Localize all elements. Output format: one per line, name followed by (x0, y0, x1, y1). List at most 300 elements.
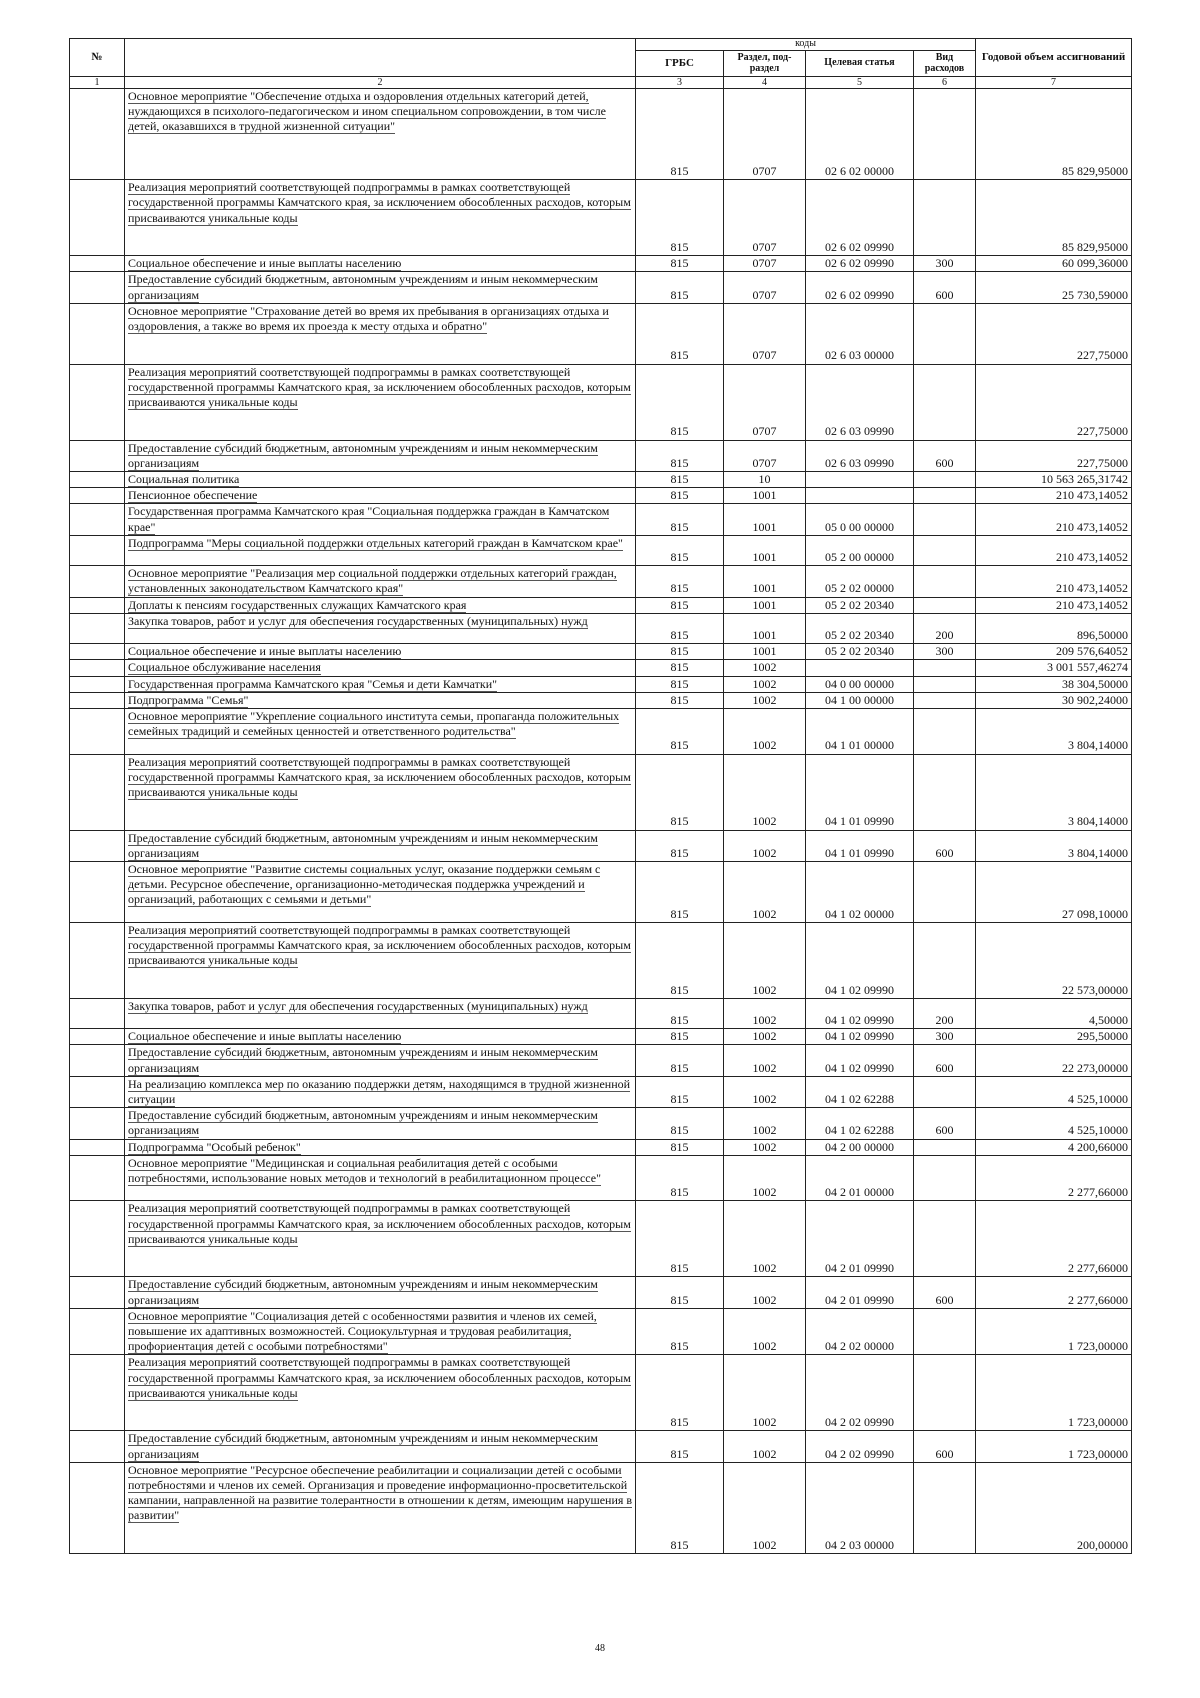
amount-cell: 22 273,00000 (976, 1045, 1132, 1076)
expense-type-cell (914, 692, 976, 708)
item-name-text: Предоставление субсидий бюджетным, автономным учреждениям и иным некоммерческим организациям (128, 830, 598, 860)
target-article-cell: 04 1 00 00000 (806, 692, 914, 708)
section-cell: 1002 (724, 1431, 806, 1462)
item-name-text: Предоставление субсидий бюджетным, автономным учреждениям и иным некоммерческим организациям (128, 440, 598, 470)
grbs-cell: 815 (636, 1431, 724, 1462)
item-name-text: Реализация мероприятий соответствующей подпрограммы в рамках соответствующей государственной программы Камчатского края, за исключением обособленных расходов, которым присваиваются уникальные коды (128, 364, 631, 409)
table-row (70, 440, 1132, 471)
amount-cell: 896,50000 (976, 613, 1132, 643)
target-article-cell: 04 1 02 09990 (806, 1029, 914, 1045)
target-article-cell: 04 1 02 00000 (806, 862, 914, 923)
expense-type-cell (914, 488, 976, 504)
section-cell: 1002 (724, 692, 806, 708)
row-number-cell (70, 272, 125, 303)
row-number-cell (70, 1308, 125, 1355)
table-row (70, 272, 1132, 303)
grbs-cell: 815 (636, 754, 724, 830)
row-number-cell (70, 998, 125, 1028)
amount-cell: 60 099,36000 (976, 256, 1132, 272)
expense-type-cell: 600 (914, 272, 976, 303)
target-article-cell: 05 0 00 00000 (806, 504, 914, 535)
table-row (70, 613, 1132, 643)
amount-cell: 27 098,10000 (976, 862, 1132, 923)
section-cell: 1002 (724, 1139, 806, 1155)
item-name-text: Социальная политика (128, 472, 240, 486)
index-cell: 7 (976, 77, 1132, 89)
amount-cell: 4 525,10000 (976, 1108, 1132, 1139)
target-article-cell: 05 2 02 00000 (806, 566, 914, 597)
expense-type-cell (914, 180, 976, 256)
header-number: № (70, 39, 125, 77)
amount-cell: 1 723,00000 (976, 1431, 1132, 1462)
item-name-cell (125, 1201, 636, 1277)
item-name-cell (125, 1045, 636, 1076)
item-name-text: Доплаты к пенсиям государственных служащих Камчатского края (128, 597, 467, 612)
item-name-cell (125, 1029, 636, 1045)
item-name-cell (125, 364, 636, 440)
row-number-cell (70, 1462, 125, 1553)
item-name-cell (125, 272, 636, 303)
item-name-text: Социальное обеспечение и иные выплаты населению (128, 1029, 402, 1044)
item-name-cell (125, 644, 636, 660)
expense-type-cell: 600 (914, 440, 976, 471)
table-row (70, 1355, 1132, 1431)
row-number-cell (70, 862, 125, 923)
table-row (70, 676, 1132, 692)
target-article-cell: 04 2 00 00000 (806, 1139, 914, 1155)
expense-type-cell: 300 (914, 1029, 976, 1045)
row-number-cell (70, 613, 125, 643)
grbs-cell: 815 (636, 504, 724, 535)
row-number-cell (70, 692, 125, 708)
section-cell: 1002 (724, 998, 806, 1028)
table-row (70, 472, 1132, 488)
target-article-cell: 02 6 02 09990 (806, 256, 914, 272)
expense-type-cell (914, 1139, 976, 1155)
amount-cell: 295,50000 (976, 1029, 1132, 1045)
expense-type-cell (914, 89, 976, 180)
section-cell: 1002 (724, 754, 806, 830)
item-name-cell (125, 1108, 636, 1139)
row-number-cell (70, 472, 125, 488)
table-row (70, 1308, 1132, 1355)
amount-cell: 3 804,14000 (976, 754, 1132, 830)
item-name-cell (125, 660, 636, 676)
item-name-cell (125, 1155, 636, 1201)
item-name-text: Основное мероприятие "Обеспечение отдыха и оздоровления отдельных категорий детей, нуждающихся в психолого-педагогическом и ином специальном сопровождении, в том числе детей, оказавшихся в трудной жизненной ситуации" (128, 89, 606, 134)
grbs-cell: 815 (636, 1076, 724, 1107)
grbs-cell: 815 (636, 660, 724, 676)
page-number: 48 (595, 1643, 605, 1654)
item-name-text: Закупка товаров, работ и услуг для обеспечения государственных (муниципальных) нужд (128, 613, 588, 628)
section-cell: 1001 (724, 535, 806, 565)
item-name-cell (125, 472, 636, 488)
section-cell: 1001 (724, 488, 806, 504)
target-article-cell: 05 2 00 00000 (806, 535, 914, 565)
item-name-cell (125, 1308, 636, 1355)
section-cell: 1002 (724, 1155, 806, 1201)
table-row (70, 1108, 1132, 1139)
table-row (70, 754, 1132, 830)
row-number-cell (70, 1155, 125, 1201)
row-number-cell (70, 922, 125, 998)
item-name-text: Реализация мероприятий соответствующей подпрограммы в рамках соответствующей государственной программы Камчатского края, за исключением обособленных расходов, которым присваиваются уникальные коды (128, 922, 631, 968)
target-article-cell: 04 1 01 09990 (806, 830, 914, 861)
section-cell: 1002 (724, 862, 806, 923)
expense-type-cell (914, 472, 976, 488)
target-article-cell: 04 1 02 09990 (806, 922, 914, 998)
item-name-cell (125, 535, 636, 565)
target-article-cell: 02 6 02 00000 (806, 89, 914, 180)
grbs-cell: 815 (636, 676, 724, 692)
section-cell: 1002 (724, 1462, 806, 1553)
row-number-cell (70, 180, 125, 256)
section-cell: 0707 (724, 364, 806, 440)
section-cell: 1002 (724, 1308, 806, 1355)
section-cell: 1002 (724, 922, 806, 998)
row-number-cell (70, 676, 125, 692)
row-number-cell (70, 709, 125, 755)
expense-type-cell (914, 660, 976, 676)
target-article-cell: 04 2 01 09990 (806, 1201, 914, 1277)
grbs-cell: 815 (636, 998, 724, 1028)
amount-cell: 210 473,14052 (976, 504, 1132, 535)
target-article-cell: 04 1 01 00000 (806, 709, 914, 755)
item-name-text: На реализацию комплекса мер по оказанию поддержки детям, находящимся в трудной жизненной ситуации (128, 1076, 631, 1107)
grbs-cell: 815 (636, 1139, 724, 1155)
header-codes: коды (636, 39, 976, 51)
table-row (70, 1462, 1132, 1553)
item-name-text: Пенсионное обеспечение (128, 488, 258, 503)
index-cell: 5 (806, 77, 914, 89)
expense-type-cell: 300 (914, 644, 976, 660)
item-name-cell (125, 709, 636, 755)
row-number-cell (70, 535, 125, 565)
section-cell: 1002 (724, 1108, 806, 1139)
item-name-text: Закупка товаров, работ и услуг для обеспечения государственных (муниципальных) нужд (128, 998, 588, 1013)
item-name-text: Основное мероприятие "Ресурсное обеспечение реабилитации и социализации детей с особыми потребностями и членов их семей. Организация и проведение информационно-просветительской кампании, направленной на развитие толерантности в отношении к детям, имеющим нарушения в развитии" (128, 1462, 633, 1523)
item-name-cell (125, 1277, 636, 1308)
table-row (70, 566, 1132, 597)
table-row (70, 862, 1132, 923)
section-cell: 0707 (724, 180, 806, 256)
item-name-text: Основное мероприятие "Развитие системы социальных услуг, оказание поддержки семьям с детьми. Ресурсное обеспечение, организационно-методическая поддержка учреждений и организаций, работающих с семьями и детьми" (128, 862, 601, 907)
table-row (70, 644, 1132, 660)
amount-cell: 227,75000 (976, 440, 1132, 471)
grbs-cell: 815 (636, 566, 724, 597)
row-number-cell (70, 1076, 125, 1107)
amount-cell: 227,75000 (976, 303, 1132, 364)
section-cell: 1002 (724, 1029, 806, 1045)
target-article-cell: 04 2 01 00000 (806, 1155, 914, 1201)
target-article-cell: 05 2 02 20340 (806, 644, 914, 660)
target-article-cell: 04 0 00 00000 (806, 676, 914, 692)
amount-cell: 2 277,66000 (976, 1277, 1132, 1308)
amount-cell: 210 473,14052 (976, 488, 1132, 504)
grbs-cell: 815 (636, 597, 724, 613)
grbs-cell: 815 (636, 1108, 724, 1139)
section-cell: 1002 (724, 709, 806, 755)
grbs-cell: 815 (636, 1308, 724, 1355)
item-name-cell (125, 303, 636, 364)
table-row (70, 597, 1132, 613)
target-article-cell: 04 1 02 09990 (806, 1045, 914, 1076)
grbs-cell: 815 (636, 472, 724, 488)
row-number-cell (70, 256, 125, 272)
table-row (70, 180, 1132, 256)
target-article-cell: 04 2 02 00000 (806, 1308, 914, 1355)
table-row (70, 692, 1132, 708)
target-article-cell: 04 2 01 09990 (806, 1277, 914, 1308)
amount-cell: 85 829,95000 (976, 180, 1132, 256)
item-name-cell (125, 692, 636, 708)
row-number-cell (70, 440, 125, 471)
grbs-cell: 815 (636, 488, 724, 504)
table-row (70, 364, 1132, 440)
item-name-text: Основное мероприятие "Укрепление социального института семьи, пропаганда положительных семейных традиций и семейных ценностей и ответственного родительства" (128, 709, 620, 739)
row-number-cell (70, 1108, 125, 1139)
target-article-cell: 02 6 03 00000 (806, 303, 914, 364)
expense-type-cell (914, 1155, 976, 1201)
table-row (70, 1201, 1132, 1277)
expense-type-cell: 200 (914, 998, 976, 1028)
expense-type-cell (914, 303, 976, 364)
header-grbs: ГРБС (636, 51, 724, 77)
target-article-cell: 05 2 02 20340 (806, 597, 914, 613)
row-number-cell (70, 754, 125, 830)
expense-type-cell (914, 1355, 976, 1431)
target-article-cell: 02 6 02 09990 (806, 272, 914, 303)
header-name (125, 39, 636, 77)
index-cell: 6 (914, 77, 976, 89)
expense-type-cell: 600 (914, 1277, 976, 1308)
item-name-cell (125, 566, 636, 597)
expense-type-cell: 600 (914, 830, 976, 861)
amount-cell: 30 902,24000 (976, 692, 1132, 708)
grbs-cell: 815 (636, 862, 724, 923)
expense-type-cell (914, 597, 976, 613)
item-name-text: Предоставление субсидий бюджетным, автономным учреждениям и иным некоммерческим организациям (128, 1277, 598, 1307)
table-row (70, 1029, 1132, 1045)
section-cell: 10 (724, 472, 806, 488)
row-number-cell (70, 364, 125, 440)
target-article-cell: 02 6 03 09990 (806, 364, 914, 440)
amount-cell: 2 277,66000 (976, 1201, 1132, 1277)
section-cell: 1002 (724, 1045, 806, 1076)
index-cell: 1 (70, 77, 125, 89)
target-article-cell: 04 1 01 09990 (806, 754, 914, 830)
section-cell: 1002 (724, 1277, 806, 1308)
grbs-cell: 815 (636, 1462, 724, 1553)
expense-type-cell (914, 1308, 976, 1355)
expense-type-cell (914, 1076, 976, 1107)
target-article-cell: 04 2 03 00000 (806, 1462, 914, 1553)
item-name-cell (125, 89, 636, 180)
expense-type-cell: 600 (914, 1431, 976, 1462)
header-index-row (70, 77, 1132, 89)
item-name-cell (125, 180, 636, 256)
grbs-cell: 815 (636, 1045, 724, 1076)
row-number-cell (70, 644, 125, 660)
row-number-cell (70, 566, 125, 597)
row-number-cell (70, 1355, 125, 1431)
grbs-cell: 815 (636, 440, 724, 471)
grbs-cell: 815 (636, 1155, 724, 1201)
target-article-cell: 02 6 02 09990 (806, 180, 914, 256)
table-row (70, 1076, 1132, 1107)
expense-type-cell (914, 709, 976, 755)
expense-type-cell (914, 1462, 976, 1553)
section-cell: 1002 (724, 830, 806, 861)
amount-cell: 200,00000 (976, 1462, 1132, 1553)
expense-type-cell: 600 (914, 1108, 976, 1139)
table-row (70, 1431, 1132, 1462)
item-name-text: Предоставление субсидий бюджетным, автономным учреждениям и иным некоммерческим организациям (128, 272, 598, 302)
grbs-cell: 815 (636, 922, 724, 998)
expense-type-cell (914, 862, 976, 923)
budget-table (69, 38, 1132, 1554)
amount-cell: 10 563 265,31742 (976, 472, 1132, 488)
table-row (70, 1139, 1132, 1155)
row-number-cell (70, 1431, 125, 1462)
item-name-text: Реализация мероприятий соответствующей подпрограммы в рамках соответствующей государственной программы Камчатского края, за исключением обособленных расходов, которым присваиваются уникальные коды (128, 180, 631, 225)
grbs-cell: 815 (636, 709, 724, 755)
item-name-text: Социальное обеспечение и иные выплаты населению (128, 644, 402, 659)
amount-cell: 4,50000 (976, 998, 1132, 1028)
item-name-cell (125, 862, 636, 923)
amount-cell: 4 200,66000 (976, 1139, 1132, 1155)
amount-cell: 38 304,50000 (976, 676, 1132, 692)
item-name-cell (125, 1462, 636, 1553)
header-amount: Годовой объем ассигнований (976, 39, 1132, 77)
table-row (70, 303, 1132, 364)
item-name-text: Государственная программа Камчатского края "Семья и дети Камчатки" (128, 676, 498, 691)
section-cell: 0707 (724, 303, 806, 364)
target-article-cell: 04 1 02 09990 (806, 998, 914, 1028)
amount-cell: 3 804,14000 (976, 830, 1132, 861)
target-article-cell: 04 2 02 09990 (806, 1431, 914, 1462)
target-article-cell (806, 488, 914, 504)
grbs-cell: 815 (636, 89, 724, 180)
grbs-cell: 815 (636, 1029, 724, 1045)
amount-cell: 22 573,00000 (976, 922, 1132, 998)
index-cell: 2 (125, 77, 636, 89)
table-row (70, 1155, 1132, 1201)
item-name-cell (125, 1076, 636, 1107)
expense-type-cell: 200 (914, 613, 976, 643)
grbs-cell: 815 (636, 180, 724, 256)
grbs-cell: 815 (636, 830, 724, 861)
table-row (70, 504, 1132, 535)
amount-cell: 210 473,14052 (976, 597, 1132, 613)
row-number-cell (70, 597, 125, 613)
item-name-text: Основное мероприятие "Реализация мер социальной поддержки отдельных категорий граждан, установленных законодательством Камчатского края" (128, 566, 617, 596)
expense-type-cell (914, 535, 976, 565)
table-body (70, 89, 1132, 1554)
grbs-cell: 815 (636, 692, 724, 708)
grbs-cell: 815 (636, 1277, 724, 1308)
section-cell: 0707 (724, 256, 806, 272)
header-section: Раздел, под-раздел (724, 51, 806, 77)
target-article-cell (806, 472, 914, 488)
section-cell: 1001 (724, 504, 806, 535)
section-cell: 1002 (724, 676, 806, 692)
target-article-cell: 04 1 02 62288 (806, 1108, 914, 1139)
grbs-cell: 815 (636, 272, 724, 303)
grbs-cell: 815 (636, 303, 724, 364)
row-number-cell (70, 660, 125, 676)
row-number-cell (70, 1201, 125, 1277)
table-row (70, 488, 1132, 504)
amount-cell: 210 473,14052 (976, 566, 1132, 597)
section-cell: 1001 (724, 597, 806, 613)
expense-type-cell: 300 (914, 256, 976, 272)
expense-type-cell (914, 1201, 976, 1277)
row-number-cell (70, 1139, 125, 1155)
amount-cell: 4 525,10000 (976, 1076, 1132, 1107)
section-cell: 1001 (724, 644, 806, 660)
target-article-cell: 04 1 02 62288 (806, 1076, 914, 1107)
target-article-cell: 02 6 03 09990 (806, 440, 914, 471)
grbs-cell: 815 (636, 613, 724, 643)
expense-type-cell: 600 (914, 1045, 976, 1076)
amount-cell: 3 001 557,46274 (976, 660, 1132, 676)
item-name-cell (125, 1355, 636, 1431)
item-name-cell (125, 488, 636, 504)
table-row (70, 998, 1132, 1028)
section-cell: 1002 (724, 1076, 806, 1107)
row-number-cell (70, 89, 125, 180)
row-number-cell (70, 1277, 125, 1308)
item-name-text: Предоставление субсидий бюджетным, автономным учреждениям и иным некоммерческим организациям (128, 1108, 598, 1138)
table-row (70, 830, 1132, 861)
item-name-text: Предоставление субсидий бюджетным, автономным учреждениям и иным некоммерческим организациям (128, 1045, 598, 1075)
item-name-cell (125, 613, 636, 643)
grbs-cell: 815 (636, 644, 724, 660)
expense-type-cell (914, 504, 976, 535)
item-name-text: Социальное обслуживание населения (128, 660, 321, 675)
grbs-cell: 815 (636, 1201, 724, 1277)
item-name-text: Государственная программа Камчатского края "Социальная поддержка граждан в Камчатском крае" (128, 504, 610, 534)
amount-cell: 85 829,95000 (976, 89, 1132, 180)
amount-cell: 1 723,00000 (976, 1308, 1132, 1355)
item-name-text: Подпрограмма "Семья" (128, 692, 249, 707)
index-cell: 4 (724, 77, 806, 89)
section-cell: 1002 (724, 1201, 806, 1277)
item-name-text: Реализация мероприятий соответствующей подпрограммы в рамках соответствующей государственной программы Камчатского края, за исключением обособленных расходов, которым присваиваются уникальные коды (128, 1355, 631, 1400)
index-cell: 3 (636, 77, 724, 89)
table-row (70, 535, 1132, 565)
amount-cell: 2 277,66000 (976, 1155, 1132, 1201)
table-row (70, 256, 1132, 272)
grbs-cell: 815 (636, 364, 724, 440)
item-name-text: Подпрограмма "Меры социальной поддержки отдельных категорий граждан в Камчатском крае" (128, 535, 623, 550)
item-name-text: Основное мероприятие "Страхование детей во время их пребывания в организациях отдыха и оздоровления, а также во время их проезда к месту отдыха и обратно" (128, 303, 609, 333)
item-name-cell (125, 504, 636, 535)
table-row (70, 89, 1132, 180)
item-name-text: Основное мероприятие "Социализация детей с особенностями развития и членов их семей, повышение их адаптивных возможностей. Социокультурная и трудовая реабилитация, профориентация детей с особыми потребностями" (128, 1308, 597, 1354)
table-row (70, 1277, 1132, 1308)
expense-type-cell (914, 676, 976, 692)
item-name-text: Социальное обеспечение и иные выплаты населению (128, 256, 402, 271)
expense-type-cell (914, 922, 976, 998)
table-row (70, 709, 1132, 755)
budget-table-sheet (69, 38, 1131, 1554)
amount-cell: 25 730,59000 (976, 272, 1132, 303)
item-name-text: Реализация мероприятий соответствующей подпрограммы в рамках соответствующей государственной программы Камчатского края, за исключением обособленных расходов, которым присваиваются уникальные коды (128, 754, 631, 800)
item-name-text: Основное мероприятие "Медицинская и социальная реабилитация детей с особыми потребностями, использование новых методов и технологий в реабилитационном процессе" (128, 1155, 601, 1186)
item-name-cell (125, 256, 636, 272)
